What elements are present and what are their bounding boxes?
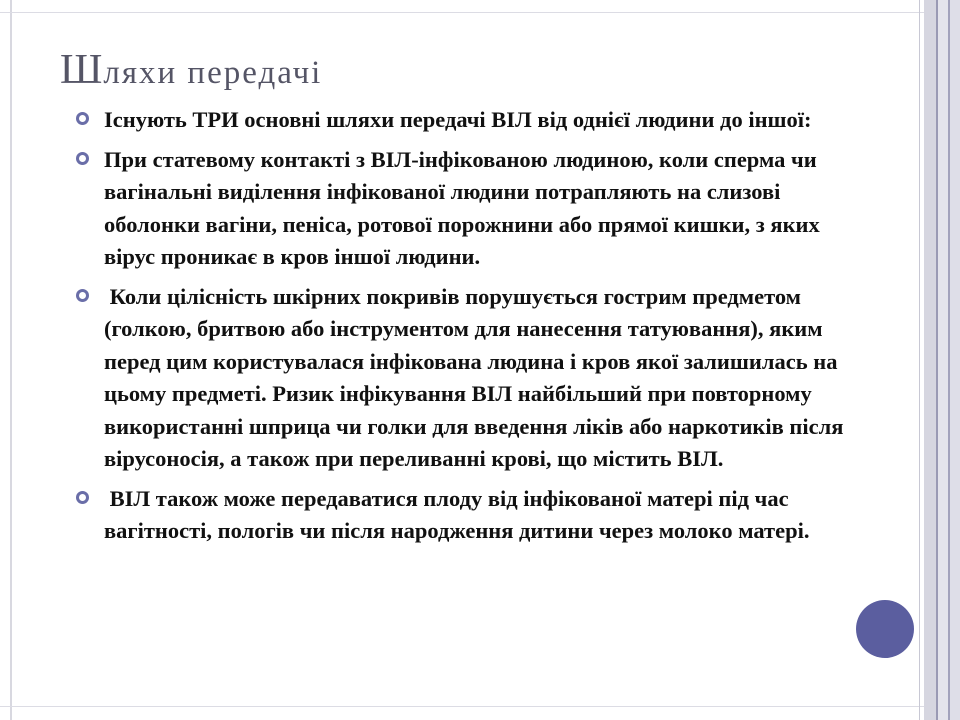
bullet-text: Існують ТРИ основні шляхи передачі ВІЛ від однієї людини до іншої: xyxy=(104,107,812,132)
side-stripe xyxy=(924,0,936,720)
bullet-item xyxy=(74,483,854,548)
frame-line-left xyxy=(10,0,12,720)
side-stripe xyxy=(938,0,948,720)
bullet-ring-icon xyxy=(76,112,89,125)
decorative-circle xyxy=(856,600,914,658)
frame-line-top xyxy=(0,12,960,13)
side-stripe xyxy=(950,0,960,720)
frame-line-bottom xyxy=(0,706,960,707)
bullet-item xyxy=(74,281,854,476)
bullet-text: Коли цілісність шкірних покривів порушується гострим предметом (голкою, бритвою або інструментом для нанесення татуювання), яким перед цим користувалася інфікована людина і кров якої залишилась на цьому предметі. Ризик інфікування ВІЛ найбільший при повторному використанні шприца чи голки для введення ліків або наркотиків після вірусоносія, а також при переливанні крові, що містить ВІЛ. xyxy=(104,283,844,471)
bullet-list xyxy=(74,104,854,555)
side-stripe xyxy=(919,0,920,720)
bullet-text: ВІЛ також може передаватися плоду від інфікованої матері під час вагітності, пологів чи після народження дитини через молоко матері. xyxy=(104,485,810,543)
slide-title xyxy=(60,46,322,94)
title-rest: ляхи передачі xyxy=(103,55,323,91)
bullet-ring-icon xyxy=(76,289,89,302)
bullet-ring-icon xyxy=(76,491,89,504)
bullet-ring-icon xyxy=(76,152,89,165)
bullet-text: При статевому контакті з ВІЛ-інфікованою людиною, коли сперма чи вагінальні виділення інфікованої людини потрапляють на слизові оболонки вагіни, пеніса, ротової порожнини або прямої кишки, з яких вірус проникає в кров іншої людини. xyxy=(104,146,820,269)
bullet-item xyxy=(74,144,854,274)
bullet-item xyxy=(74,104,854,137)
title-first-letter: Ш xyxy=(60,47,104,93)
